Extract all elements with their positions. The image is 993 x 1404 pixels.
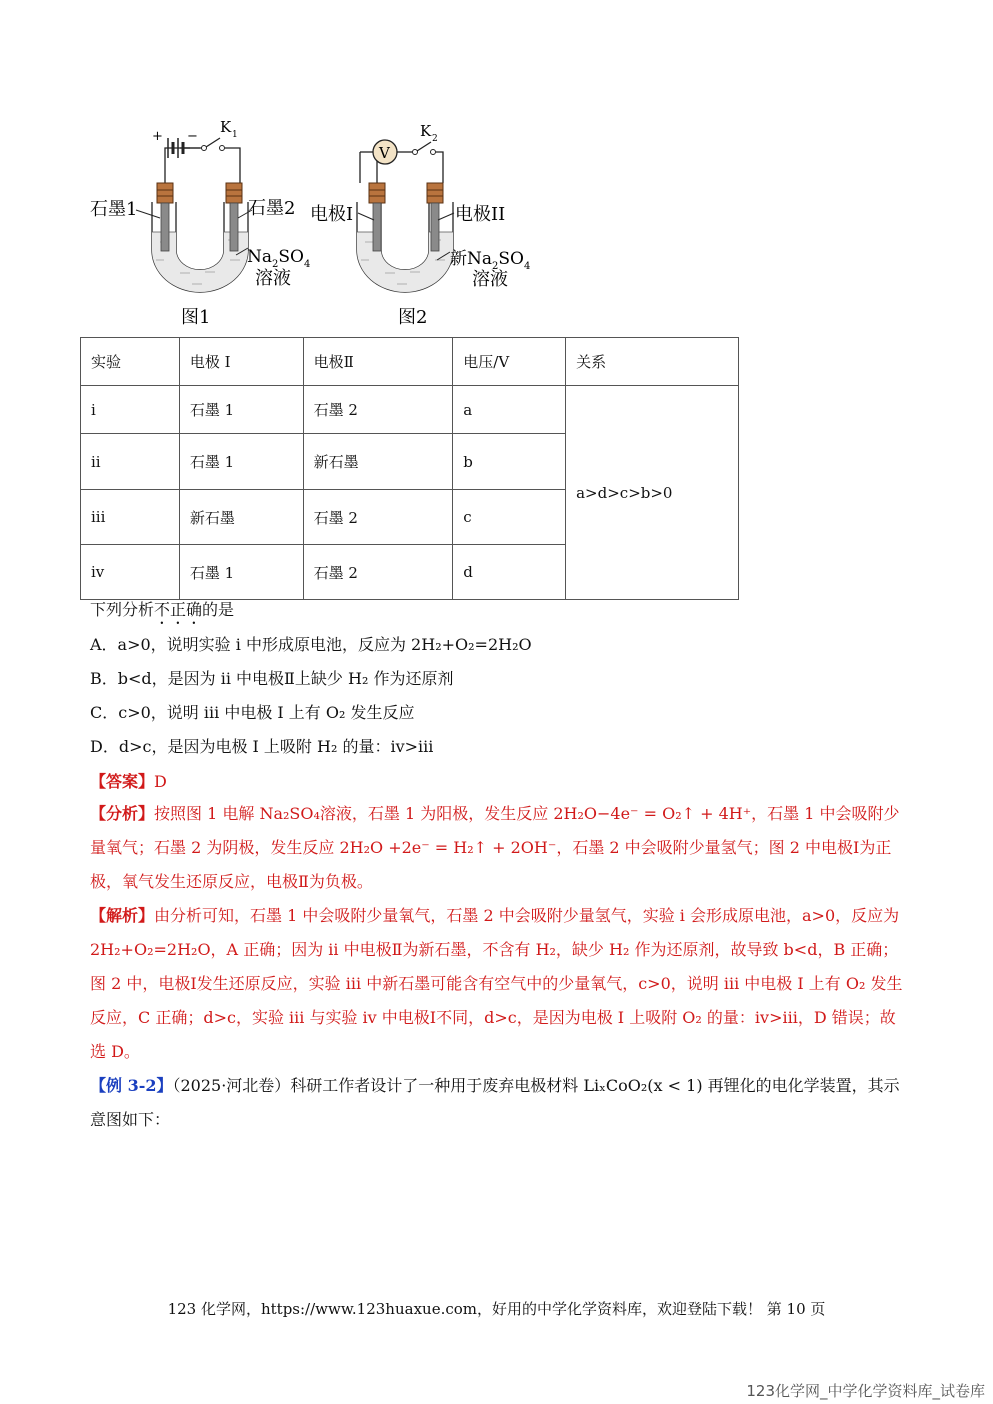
figure-2-caption: 图2 xyxy=(398,307,428,328)
table-cell: 新石墨 xyxy=(179,490,303,545)
svg-text:K: K xyxy=(420,122,432,140)
experiment-table xyxy=(80,337,739,600)
example-text: （2025·河北卷）科研工作者设计了一种用于废弃电极材料 LiₓCoO₂(x < 1) 再锂化的电化学装置，其示意图如下： xyxy=(90,1076,900,1129)
table-row xyxy=(81,386,739,434)
table-header: 电压/V xyxy=(453,338,566,386)
figure-2 xyxy=(310,122,530,328)
table-cell: 石墨 2 xyxy=(303,545,453,600)
svg-text:电极I: 电极I xyxy=(310,204,354,225)
table-header: 电极 I xyxy=(179,338,303,386)
table-cell: 石墨 1 xyxy=(179,545,303,600)
table-cell: 石墨 2 xyxy=(303,490,453,545)
option-c: C．c>0，说明 iii 中电极 I 上有 O₂ 发生反应 xyxy=(90,703,415,722)
svg-text:新Na2SO4: 新$Na_2SO_4$ xyxy=(450,249,531,272)
svg-text:Na2SO4: $Na_2SO_4$ xyxy=(247,247,311,270)
table-cell: d xyxy=(453,545,566,600)
option-b: B．b<d，是因为 ii 中电极Ⅱ上缺少 H₂ 作为还原剂 xyxy=(90,669,454,688)
table-header: 实验 xyxy=(81,338,180,386)
explanation-text: 由分析可知，石墨 1 中会吸附少量氧气，石墨 2 中会吸附少量氢气，实验 i 会形成原电池，a>0，反应为 2H₂+O₂=2H₂O，A 正确；因为 ii 中电极Ⅱ为新石墨，不含有 H₂，缺少 H₂ 作为还原剂，故导致 b<d，B 正确；图 2 中，电极Ⅰ发生还原反应，实验 iii 中新石墨可能含有空气中的少量氧气，c>0，说明 iii 中电极 I 上有 O₂ 发生反应，C 正确；d>c，实验 iii 与实验 iv 中电极Ⅰ不同，d>c，是因为电极 I 上吸附 O₂ 的量：iv>iii，D 错误；故选 D。 xyxy=(90,906,903,1061)
switch-k1-icon xyxy=(202,138,225,151)
option-d: D．d>c，是因为电极 I 上吸附 H₂ 的量：iv>iii xyxy=(90,737,434,756)
svg-text:1: 1 xyxy=(232,130,238,140)
svg-text:石墨2: 石墨2 xyxy=(248,198,296,219)
table-cell: 石墨 2 xyxy=(303,386,453,434)
explanation-label: 【解析】 xyxy=(90,906,155,925)
table-cell: ii xyxy=(81,434,180,490)
svg-text:石墨1: 石墨1 xyxy=(90,199,138,220)
table-cell: 石墨 1 xyxy=(179,386,303,434)
svg-text:K: K xyxy=(220,118,232,136)
figure-1-caption: 图1 xyxy=(181,307,211,328)
table-cell: a xyxy=(453,386,566,434)
explanation-paragraph xyxy=(90,899,910,1069)
answer-label: 【答案】 xyxy=(90,772,155,791)
svg-text:2: 2 xyxy=(432,134,438,144)
analysis-text: 按照图 1 电解 Na₂SO₄溶液，石墨 1 为阳极，发生反应 2H₂O−4e⁻ = O₂↑ + 4H⁺，石墨 1 中会吸附少量氧气；石墨 2 为阴极，发生反应 2H₂O +2e⁻ = H₂↑ + 2OH⁻，石墨 2 中会吸附少量氢气；图 2 中电极Ⅰ为正极，氧气发生还原反应，电极Ⅱ为负极。 xyxy=(90,804,900,891)
page-footer: 123 化学网，https://www.123huaxue.com，好用的中学化学资料库，欢迎登陆下载！ 第 10 页 xyxy=(167,1300,826,1318)
voltmeter-icon xyxy=(373,140,397,164)
answer-value: D xyxy=(154,772,167,791)
watermark: 123化学网_中学化学资料库_试卷库 xyxy=(746,1382,985,1400)
table-cell: 新石墨 xyxy=(303,434,453,490)
svg-text:溶液: 溶液 xyxy=(472,269,508,290)
figure-1 xyxy=(90,118,310,328)
table-cell: iv xyxy=(81,545,180,600)
emphasis-text: 不正确 xyxy=(154,600,203,619)
table-cell: c xyxy=(453,490,566,545)
svg-text:电极II: 电极II xyxy=(455,204,506,225)
table-cell: b xyxy=(453,434,566,490)
svg-text:−: − xyxy=(187,129,198,144)
table-header: 电极Ⅱ xyxy=(303,338,453,386)
svg-text:V: V xyxy=(379,144,390,162)
svg-text:溶液: 溶液 xyxy=(255,268,291,289)
question-stem: 下列分析不正确的是 xyxy=(90,600,235,619)
figures xyxy=(80,110,560,335)
analysis-paragraph xyxy=(90,797,910,899)
example-paragraph xyxy=(90,1069,910,1137)
example-label: 【例 3-2】 xyxy=(90,1076,173,1095)
table-cell: i xyxy=(81,386,180,434)
electrolysis-figures xyxy=(80,110,560,335)
relation-cell: a>d>c>b>0 xyxy=(566,386,739,600)
table-header-row xyxy=(81,338,739,386)
table-cell: iii xyxy=(81,490,180,545)
analysis-label: 【分析】 xyxy=(90,804,155,823)
table-cell: 石墨 1 xyxy=(179,434,303,490)
svg-text:+: + xyxy=(152,129,163,144)
answer-line xyxy=(90,772,167,792)
option-a: A．a>0，说明实验 i 中形成原电池，反应为 2H₂+O₂=2H₂O xyxy=(90,635,532,654)
table-header: 关系 xyxy=(566,338,739,386)
